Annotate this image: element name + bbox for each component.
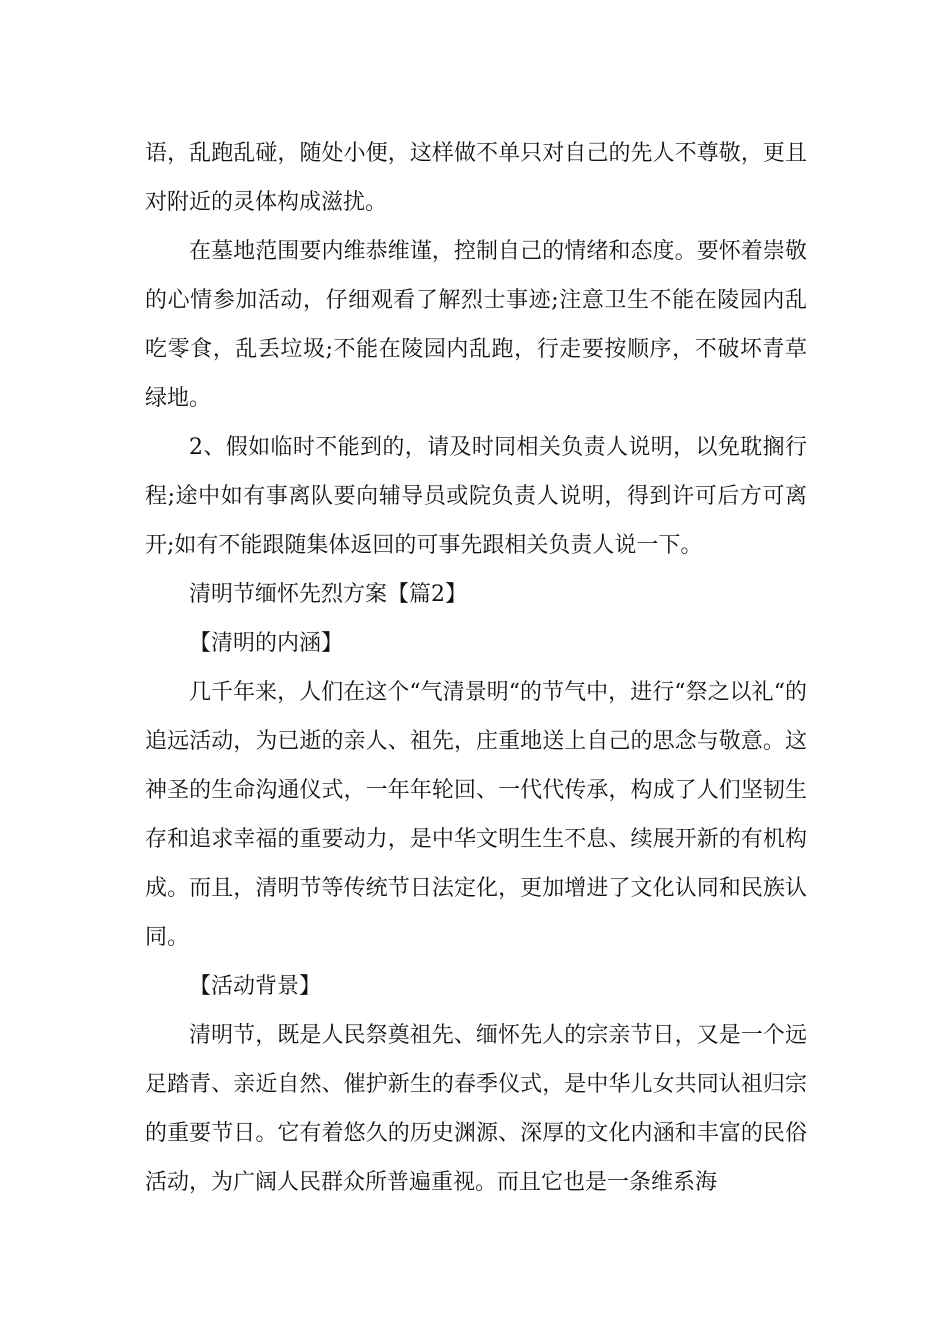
document-body: [145, 129, 807, 1207]
paragraph-background: 清明节，既是人民祭奠祖先、缅怀先人的宗亲节日，又是一个远足踏青、亲近自然、催护新生的春季仪式，是中华儿女共同认祖归宗的重要节日。它有着悠久的历史渊源、深厚的文化内涵和丰富的民俗活动，为广阔人民群众所普遍重视。而且它也是一条维系海: [145, 1023, 807, 1195]
paragraph-cemetery-conduct: 在墓地范围要内维恭维谨，控制自己的情绪和态度。要怀着崇敬的心情参加活动，仔细观看了解烈士事迹;注意卫生不能在陵园内乱吃零食，乱丢垃圾;不能在陵园内乱跑，行走要按顺序，不破坏青草绿地。: [145, 239, 807, 411]
section-title-plan-2: 清明节缅怀先烈方案【篇2】: [189, 582, 467, 607]
subheading-background: 【活动背景】: [189, 974, 322, 999]
paragraph-continuation: 语，乱跑乱碰，随处小便，这样做不单只对自己的先人不尊敬，更且对附近的灵体构成滋扰。: [145, 141, 807, 215]
paragraph-meaning: 几千年来，人们在这个“气清景明“的节气中，进行“祭之以礼“的追远活动，为已逝的亲人、祖先，庄重地送上自己的思念与敬意。这神圣的生命沟通仪式，一年年轮回、一代代传承，构成了人们坚韧生存和追求幸福的重要动力，是中华文明生生不息、续展开新的有机构成。而且，清明节等传统节日法定化，更加增进了文化认同和民族认同。: [145, 680, 807, 950]
paragraph-absence-notice: 2、假如临时不能到的，请及时同相关负责人说明，以免耽搁行程;途中如有事离队要向辅导员或院负责人说明，得到许可后方可离开;如有不能跟随集体返回的可事先跟相关负责人说一下。: [145, 435, 807, 558]
subheading-meaning: 【清明的内涵】: [189, 631, 344, 656]
